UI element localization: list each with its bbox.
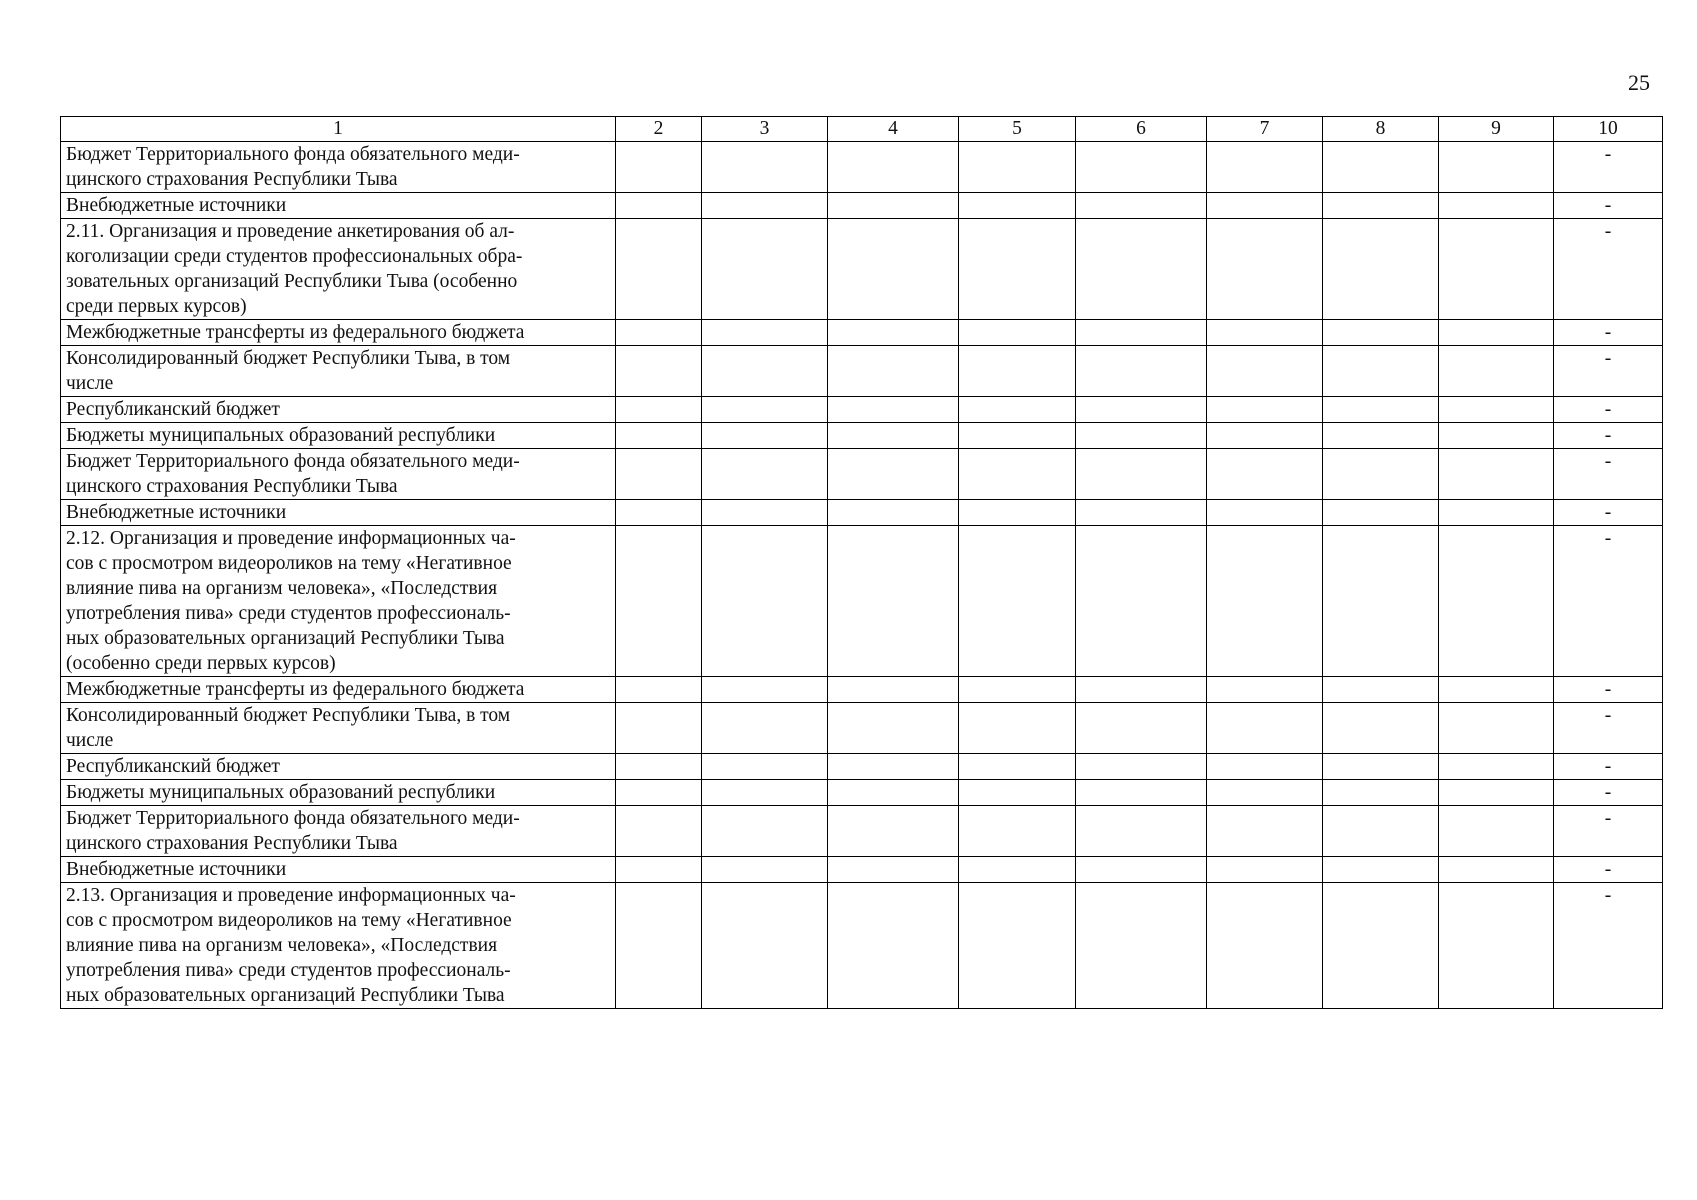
empty-cell [702,500,828,526]
empty-cell [1207,320,1323,346]
table-row [61,806,1663,857]
table-row [61,883,1663,1009]
empty-cell [1076,703,1207,754]
empty-cell [828,857,959,883]
empty-cell [1076,346,1207,397]
empty-cell [1076,677,1207,703]
table-row [61,346,1663,397]
empty-cell [1323,193,1439,219]
empty-cell [1076,883,1207,1009]
budget-table [60,116,1663,1009]
header-cell: 8 [1323,117,1439,142]
value-cell: - [1554,423,1663,449]
empty-cell [1439,857,1554,883]
empty-cell [1439,449,1554,500]
empty-cell [959,780,1076,806]
value-cell: - [1554,754,1663,780]
empty-cell [702,780,828,806]
empty-cell [828,500,959,526]
header-cell: 10 [1554,117,1663,142]
header-cell: 5 [959,117,1076,142]
empty-cell [959,142,1076,193]
empty-cell [828,193,959,219]
empty-cell [1076,423,1207,449]
header-cell: 3 [702,117,828,142]
row-label: Бюджет Территориального фонда обязательного меди- цинского страхования Республики Тыва [61,806,616,857]
empty-cell [828,346,959,397]
table-row [61,500,1663,526]
empty-cell [1323,346,1439,397]
empty-cell [959,703,1076,754]
table-row [61,219,1663,320]
empty-cell [959,806,1076,857]
empty-cell [616,219,702,320]
empty-cell [1439,883,1554,1009]
table-row [61,423,1663,449]
empty-cell [828,397,959,423]
empty-cell [702,219,828,320]
empty-cell [1439,754,1554,780]
empty-cell [1439,500,1554,526]
row-label: Консолидированный бюджет Республики Тыва, в том числе [61,703,616,754]
empty-cell [616,677,702,703]
page-number: 25 [1628,70,1650,95]
empty-cell [828,320,959,346]
empty-cell [1076,754,1207,780]
empty-cell [959,449,1076,500]
row-label: Внебюджетные источники [61,857,616,883]
empty-cell [1323,703,1439,754]
empty-cell [1076,780,1207,806]
empty-cell [702,526,828,677]
value-cell: - [1554,219,1663,320]
table-row [61,754,1663,780]
empty-cell [959,500,1076,526]
row-label: Республиканский бюджет [61,754,616,780]
empty-cell [1076,397,1207,423]
row-label: 2.12. Организация и проведение информационных ча- сов с просмотром видеороликов на тему «Негативное влияние пива на организм человека», «Последствия употребления пива» среди студентов профессиональ- ных образовательных организаций Республики Тыва (особенно среди первых курсов) [61,526,616,677]
value-cell: - [1554,142,1663,193]
empty-cell [702,193,828,219]
empty-cell [616,142,702,193]
table-row [61,320,1663,346]
empty-cell [828,526,959,677]
empty-cell [702,754,828,780]
table-header-row [61,117,1663,142]
empty-cell [1207,857,1323,883]
empty-cell [616,320,702,346]
empty-cell [1076,449,1207,500]
empty-cell [702,346,828,397]
empty-cell [1439,780,1554,806]
value-cell: - [1554,806,1663,857]
empty-cell [1323,883,1439,1009]
empty-cell [1439,320,1554,346]
empty-cell [1323,780,1439,806]
empty-cell [1207,677,1323,703]
empty-cell [616,754,702,780]
empty-cell [616,423,702,449]
empty-cell [959,346,1076,397]
empty-cell [1323,449,1439,500]
empty-cell [1076,500,1207,526]
empty-cell [828,780,959,806]
empty-cell [1439,397,1554,423]
row-label: Бюджет Территориального фонда обязательного меди- цинского страхования Республики Тыва [61,449,616,500]
empty-cell [616,526,702,677]
empty-cell [702,142,828,193]
value-cell: - [1554,346,1663,397]
value-cell: - [1554,320,1663,346]
empty-cell [1439,219,1554,320]
empty-cell [1207,780,1323,806]
header-cell: 6 [1076,117,1207,142]
empty-cell [616,397,702,423]
empty-cell [1439,526,1554,677]
empty-cell [616,193,702,219]
empty-cell [959,193,1076,219]
empty-cell [1207,703,1323,754]
empty-cell [1207,142,1323,193]
empty-cell [1076,219,1207,320]
empty-cell [959,320,1076,346]
empty-cell [959,423,1076,449]
empty-cell [828,423,959,449]
empty-cell [1323,500,1439,526]
header-cell: 4 [828,117,959,142]
empty-cell [1207,806,1323,857]
empty-cell [1439,677,1554,703]
row-label: Межбюджетные трансферты из федерального бюджета [61,677,616,703]
empty-cell [959,526,1076,677]
row-label: Межбюджетные трансферты из федерального бюджета [61,320,616,346]
empty-cell [959,754,1076,780]
row-label: Республиканский бюджет [61,397,616,423]
table-row [61,703,1663,754]
empty-cell [1323,857,1439,883]
table-body [61,117,1663,1009]
empty-cell [616,449,702,500]
empty-cell [616,806,702,857]
empty-cell [828,806,959,857]
empty-cell [959,397,1076,423]
empty-cell [828,754,959,780]
empty-cell [1439,346,1554,397]
value-cell: - [1554,703,1663,754]
empty-cell [1439,806,1554,857]
empty-cell [702,449,828,500]
empty-cell [1439,193,1554,219]
empty-cell [1207,193,1323,219]
table-row [61,449,1663,500]
empty-cell [616,883,702,1009]
header-cell: 1 [61,117,616,142]
empty-cell [1323,423,1439,449]
empty-cell [1076,806,1207,857]
empty-cell [1207,449,1323,500]
value-cell: - [1554,193,1663,219]
empty-cell [616,703,702,754]
empty-cell [616,346,702,397]
value-cell: - [1554,883,1663,1009]
empty-cell [828,883,959,1009]
empty-cell [1323,526,1439,677]
empty-cell [1207,500,1323,526]
value-cell: - [1554,677,1663,703]
empty-cell [702,883,828,1009]
row-label: Внебюджетные источники [61,500,616,526]
value-cell: - [1554,780,1663,806]
empty-cell [828,449,959,500]
row-label: 2.11. Организация и проведение анкетирования об ал- коголизации среди студентов профессиональных обра- зовательных организаций Республики Тыва (особенно среди первых курсов) [61,219,616,320]
row-label: Внебюджетные источники [61,193,616,219]
empty-cell [1323,142,1439,193]
empty-cell [1207,423,1323,449]
empty-cell [702,857,828,883]
value-cell: - [1554,500,1663,526]
empty-cell [1323,219,1439,320]
table-row [61,677,1663,703]
empty-cell [702,423,828,449]
value-cell: - [1554,526,1663,677]
empty-cell [1076,857,1207,883]
empty-cell [959,219,1076,320]
empty-cell [616,857,702,883]
empty-cell [1323,397,1439,423]
value-cell: - [1554,397,1663,423]
row-label: Бюджеты муниципальных образований республики [61,780,616,806]
table-row [61,397,1663,423]
empty-cell [1207,526,1323,677]
row-label: Консолидированный бюджет Республики Тыва, в том числе [61,346,616,397]
empty-cell [959,883,1076,1009]
row-label: 2.13. Организация и проведение информационных ча- сов с просмотром видеороликов на тему «Негативное влияние пива на организм человека», «Последствия употребления пива» среди студентов профессиональ- ных образовательных организаций Республики Тыва [61,883,616,1009]
empty-cell [702,677,828,703]
empty-cell [1207,754,1323,780]
empty-cell [1076,142,1207,193]
table-row [61,142,1663,193]
empty-cell [1439,703,1554,754]
table-row [61,193,1663,219]
row-label: Бюджеты муниципальных образований республики [61,423,616,449]
empty-cell [959,677,1076,703]
empty-cell [1076,526,1207,677]
empty-cell [1323,806,1439,857]
empty-cell [702,320,828,346]
empty-cell [702,397,828,423]
empty-cell [1439,142,1554,193]
empty-cell [828,703,959,754]
table-row [61,526,1663,677]
table-row [61,780,1663,806]
empty-cell [1323,754,1439,780]
empty-cell [1207,883,1323,1009]
empty-cell [1323,677,1439,703]
empty-cell [828,677,959,703]
empty-cell [1207,346,1323,397]
empty-cell [1439,423,1554,449]
empty-cell [1076,320,1207,346]
value-cell: - [1554,857,1663,883]
empty-cell [702,703,828,754]
empty-cell [959,857,1076,883]
value-cell: - [1554,449,1663,500]
row-label: Бюджет Территориального фонда обязательного меди- цинского страхования Республики Тыва [61,142,616,193]
empty-cell [616,780,702,806]
empty-cell [828,219,959,320]
empty-cell [828,142,959,193]
empty-cell [702,806,828,857]
header-cell: 9 [1439,117,1554,142]
empty-cell [1076,193,1207,219]
empty-cell [1207,219,1323,320]
empty-cell [1207,397,1323,423]
table-row [61,857,1663,883]
header-cell: 2 [616,117,702,142]
empty-cell [616,500,702,526]
header-cell: 7 [1207,117,1323,142]
empty-cell [1323,320,1439,346]
